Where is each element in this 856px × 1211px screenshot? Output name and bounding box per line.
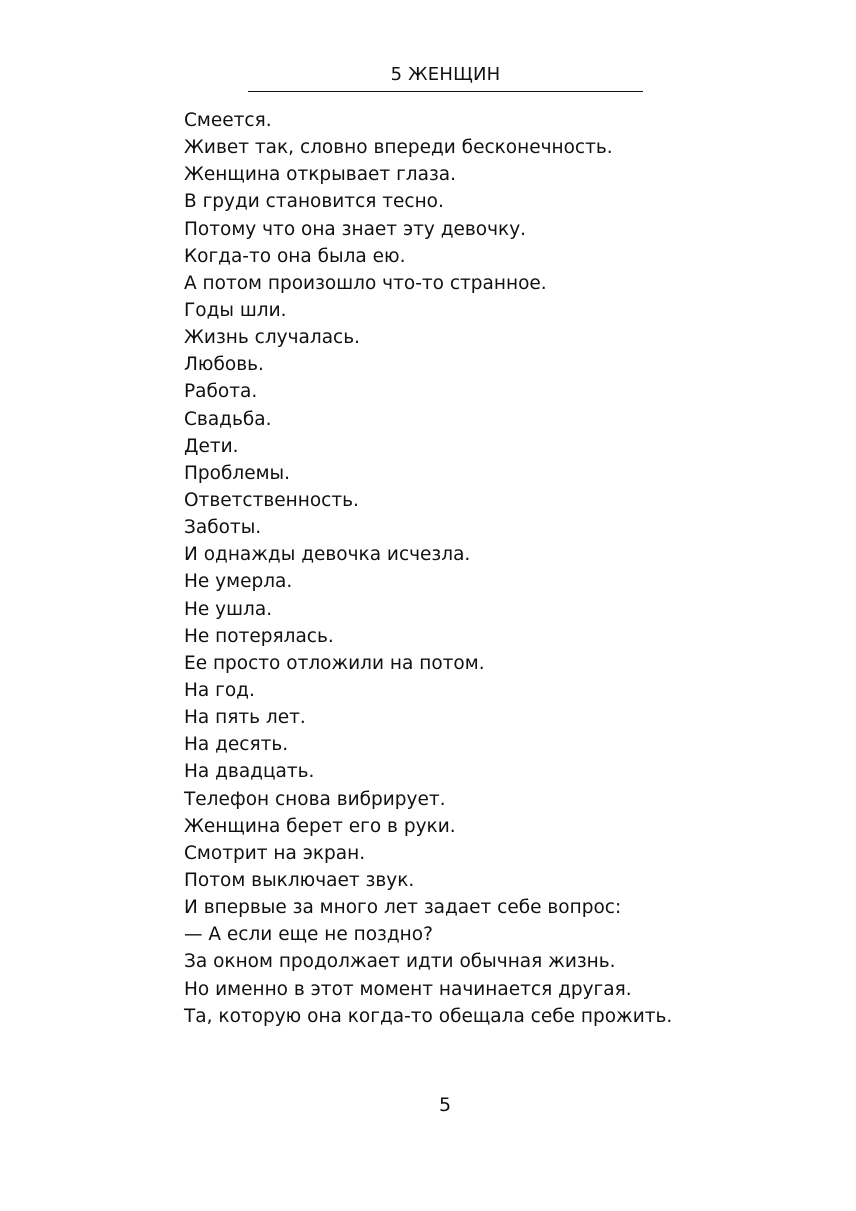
text-line: Женщина берет его в руки. bbox=[184, 815, 456, 837]
text-line: Не умерла. bbox=[184, 571, 293, 593]
text-line: А потом произошло что-то странное. bbox=[184, 272, 547, 294]
text-line: Любовь. bbox=[184, 354, 264, 376]
text-line: Живет так, словно впереди бесконечность. bbox=[184, 137, 613, 159]
text-line: Смеется. bbox=[184, 110, 272, 131]
text-line: Телефон снова вибрирует. bbox=[184, 788, 446, 810]
text-line: Та, которую она когда-то обещала себе прожить. bbox=[184, 1005, 673, 1027]
text-line: Свадьба. bbox=[184, 408, 272, 430]
text-line: На год. bbox=[184, 679, 255, 701]
text-line: Жизнь случалась. bbox=[184, 327, 360, 349]
text-line: Ее просто отложили на потом. bbox=[184, 652, 485, 674]
text-line: Потом выключает звук. bbox=[184, 869, 415, 891]
running-head-title: 5 ЖЕНЩИН bbox=[390, 64, 501, 85]
text-line: И впервые за много лет задает себе вопрос: bbox=[184, 897, 622, 919]
header-rule bbox=[248, 91, 643, 92]
text-line: — А если еще не поздно? bbox=[184, 924, 433, 946]
text-line: Ответственность. bbox=[184, 489, 359, 511]
text-line: За окном продолжает идти обычная жизнь. bbox=[184, 951, 616, 973]
text-line: Дети. bbox=[184, 435, 239, 457]
text-line: Когда-то она была ею. bbox=[184, 245, 406, 267]
text-line: На двадцать. bbox=[184, 761, 315, 783]
text-line: В груди становится тесно. bbox=[184, 191, 444, 213]
text-line: Смотрит на экран. bbox=[184, 842, 366, 864]
text-line: Женщина открывает глаза. bbox=[184, 164, 456, 186]
text-line: Не потерялась. bbox=[184, 625, 334, 647]
text-line: На пять лет. bbox=[184, 707, 306, 729]
text-line: Но именно в этот момент начинается другая. bbox=[184, 978, 632, 1000]
page-number: 5 bbox=[438, 1094, 452, 1116]
body-text bbox=[184, 107, 673, 1030]
text-line: Потому что она знает эту девочку. bbox=[184, 218, 527, 240]
text-line: Годы шли. bbox=[184, 299, 287, 321]
text-line: На десять. bbox=[184, 734, 289, 756]
text-line: Работа. bbox=[184, 381, 258, 403]
text-line: И однажды девочка исчезла. bbox=[184, 544, 471, 566]
text-line: Не ушла. bbox=[184, 598, 273, 620]
text-line: Заботы. bbox=[184, 517, 262, 539]
text-line: Проблемы. bbox=[184, 462, 291, 484]
